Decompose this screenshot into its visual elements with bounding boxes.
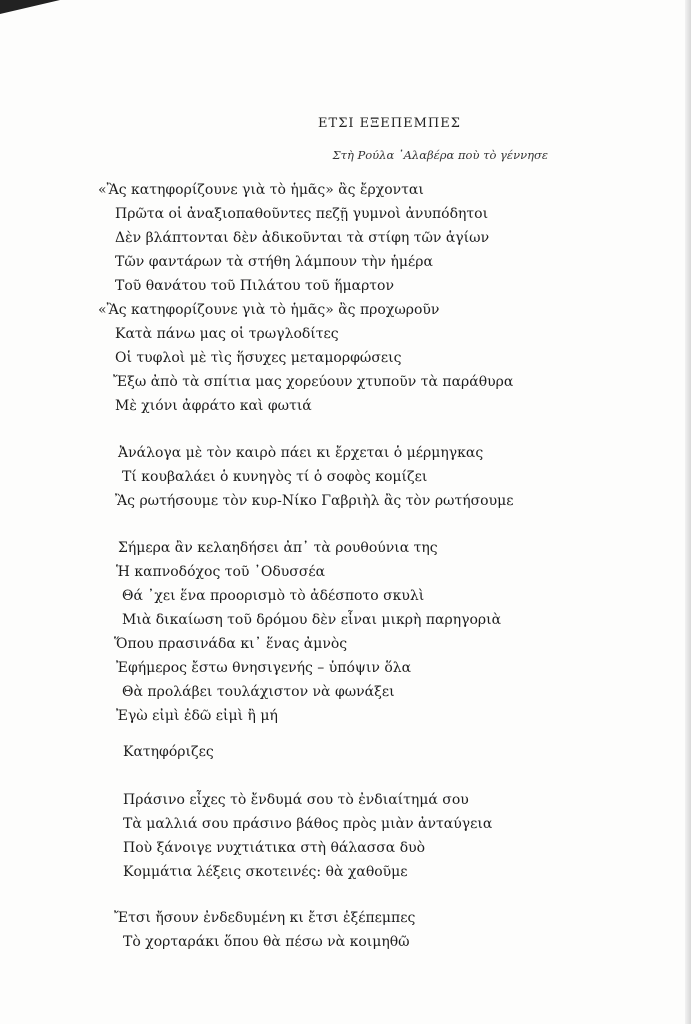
poem-line: Ὅπου πρασινάδα κι᾿ ἕνας ἀμνὸς [114, 636, 348, 652]
scan-corner-mark [0, 0, 60, 14]
poem-line: Ἡ καπνοδόχος τοῦ ᾿Οδυσσέα [116, 564, 326, 580]
poem-line: Δὲν βλάπτονται δὲν ἀδικοῦνται τὰ στίφη τῶν ἁγίων [115, 230, 490, 246]
poem-line: Θὰ προλάβει τουλάχιστον νὰ φωνάξει [122, 684, 395, 700]
poem-line: Θά ᾿χει ἕνα προορισμὸ τὸ ἀδέσποτο σκυλὶ [122, 588, 425, 604]
poem-title: ΕΤΣΙ ΕΞΕΠΕΜΠΕΣ [318, 116, 461, 131]
poem-dedication: Στὴ Ρούλα ᾿Αλαβέρα ποὺ τὸ γέννησε [332, 148, 548, 162]
poem-line: Τί κουβαλάει ὁ κυνηγὸς τί ὁ σοφὸς κομίζει [122, 469, 428, 485]
poem-line: Πράσινο εἶχες τὸ ἔνδυμά σου τὸ ἐνδιαίτημά σου [123, 792, 469, 808]
poem-line: Ποὺ ξάνοιγε νυχτιάτικα στὴ θάλασσα δυὸ [123, 840, 426, 856]
poem-line: Οἱ τυφλοὶ μὲ τὶς ἥσυχες μεταμορφώσεις [115, 350, 402, 366]
poem-line: Μὲ χιόνι ἀφράτο καὶ φωτιά [115, 398, 312, 414]
poem-line: Τῶν φαντάρων τὰ στήθη λάμπουν τὴν ἡμέρα [115, 254, 433, 270]
poem-line: «Ἂς κατηφορίζουνε γιὰ τὸ ἡμᾶς» ἂς προχωροῦν [98, 302, 440, 318]
poem-line: Ἐφήμερος ἔστω θνησιγενής – ὑπόψιν ὅλα [116, 660, 412, 676]
poem-line: Κομμάτια λέξεις σκοτεινές: θὰ χαθοῦμε [123, 864, 408, 880]
poem-line: Τὰ μαλλιά σου πράσινο βάθος πρὸς μιὰν ἀνταύγεια [123, 816, 493, 832]
poem-line: Ἔξω ἀπὸ τὰ σπίτια μας χορεύουν χτυποῦν τὰ παράθυρα [113, 374, 514, 390]
poem-line: Τοῦ θανάτου τοῦ Πιλάτου τοῦ ἥμαρτον [115, 278, 394, 294]
poem-line: Πρῶτα οἱ ἀναξιοπαθοῦντες πεζῇ γυμνοὶ ἀνυπόδητοι [115, 206, 489, 222]
poem-line: Κατὰ πάνω μας οἱ τρωγλοδίτες [115, 326, 339, 342]
poem-line: Ἀνάλογα μὲ τὸν καιρὸ πάει κι ἔρχεται ὁ μέρμηγκας [118, 445, 484, 461]
poem-line: Τὸ χορταράκι ὅπου θὰ πέσω νὰ κοιμηθῶ [123, 934, 410, 950]
poem-line: Κατηφόριζες [123, 744, 214, 760]
poem-line: Ἂς ρωτήσουμε τὸν κυρ-Νίκο Γαβριὴλ ἂς τὸν ρωτήσουμε [115, 493, 514, 509]
poem-line: Σήμερα ἂν κελαηδήσει ἀπ᾿ τὰ ρουθούνια της [118, 540, 438, 556]
poem-line: «Ἂς κατηφορίζουνε γιὰ τὸ ἡμᾶς» ἂς ἔρχονται [98, 182, 424, 198]
poem-line: Ἐγὼ εἰμὶ ἐδῶ εἰμὶ ἢ μή [116, 708, 278, 724]
page-edge-shadow [685, 0, 691, 1024]
poem-line: Μιὰ δικαίωση τοῦ δρόμου δὲν εἶναι μικρὴ παρηγοριὰ [122, 612, 502, 628]
poem-line: Ἔτσι ἤσουν ἐνδεδυμένη κι ἔτσι ἐξέπεμπες [114, 910, 416, 926]
